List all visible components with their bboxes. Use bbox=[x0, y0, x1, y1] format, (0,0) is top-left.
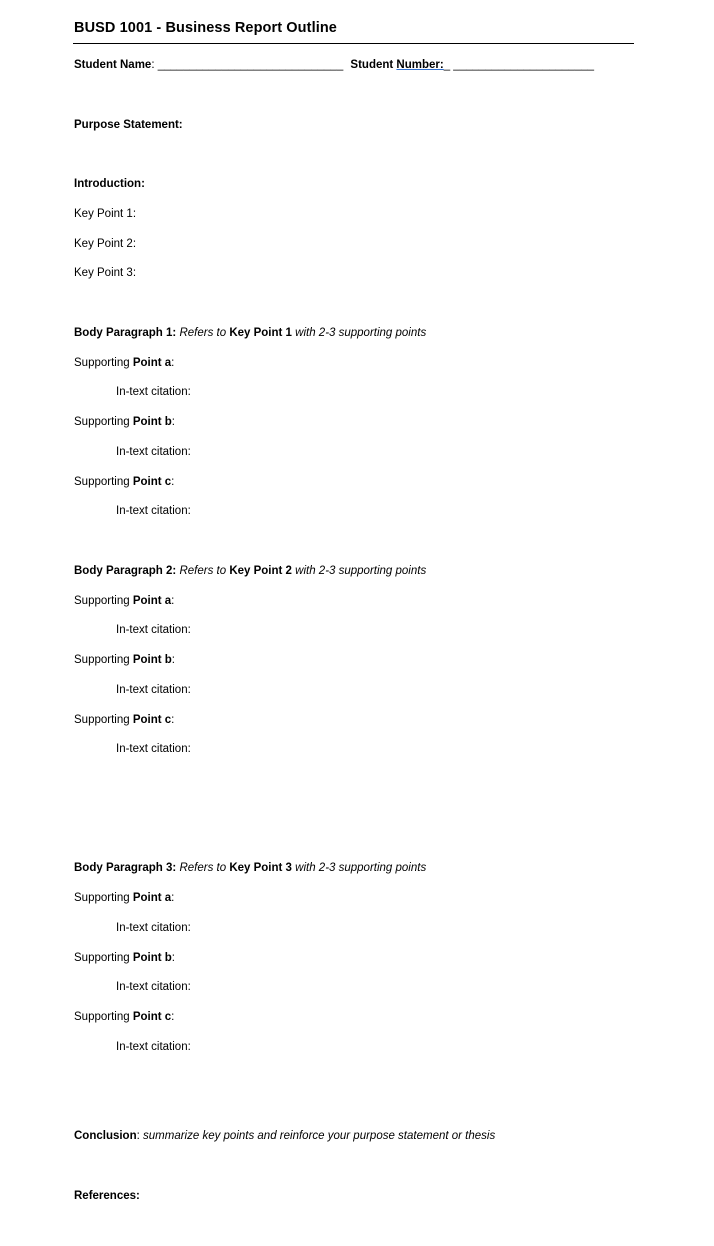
bp3-supporting-point-c: Supporting Point c: bbox=[74, 1011, 175, 1023]
student-info-line bbox=[74, 58, 594, 72]
bp1-supporting-point-b: Supporting Point b: bbox=[74, 416, 175, 428]
bp2-supporting-point-c: Supporting Point c: bbox=[74, 714, 175, 726]
student-number-field[interactable]: _ ______________________ bbox=[443, 59, 595, 71]
student-name-field[interactable]: _____________________________ bbox=[157, 59, 344, 71]
body-paragraph-2-heading: Body Paragraph 2: Refers to Key Point 2 with 2-3 supporting points bbox=[74, 565, 427, 577]
bp2-citation-a: In-text citation: bbox=[116, 624, 191, 636]
conclusion-line: Conclusion: summarize key points and reinforce your purpose statement or thesis bbox=[74, 1130, 496, 1142]
title-rule bbox=[73, 43, 634, 44]
student-number-label: Student Number: bbox=[350, 59, 444, 71]
bp2-citation-b: In-text citation: bbox=[116, 684, 191, 696]
bp3-supporting-point-a: Supporting Point a: bbox=[74, 892, 175, 904]
bp2-supporting-point-a: Supporting Point a: bbox=[74, 595, 175, 607]
bp2-citation-c: In-text citation: bbox=[116, 743, 191, 755]
body-paragraph-1-heading: Body Paragraph 1: Refers to Key Point 1 with 2-3 supporting points bbox=[74, 327, 427, 339]
bp3-citation-c: In-text citation: bbox=[116, 1041, 191, 1053]
conclusion-note: summarize key points and reinforce your purpose statement or thesis bbox=[143, 1130, 496, 1142]
references-label: References: bbox=[74, 1190, 140, 1202]
key-point-3: Key Point 3: bbox=[74, 267, 137, 279]
body-paragraph-3-heading: Body Paragraph 3: Refers to Key Point 3 with 2-3 supporting points bbox=[74, 862, 427, 874]
bp3-supporting-point-b: Supporting Point b: bbox=[74, 952, 175, 964]
document-title: BUSD 1001 - Business Report Outline bbox=[74, 20, 337, 36]
conclusion-label: Conclusion bbox=[74, 1130, 137, 1142]
key-point-2: Key Point 2: bbox=[74, 238, 137, 250]
student-name-colon: : bbox=[151, 59, 155, 71]
student-name-label: Student Name bbox=[74, 59, 152, 71]
purpose-statement-label: Purpose Statement: bbox=[74, 119, 183, 131]
bp1-supporting-point-c: Supporting Point c: bbox=[74, 476, 175, 488]
bp1-citation-c: In-text citation: bbox=[116, 505, 191, 517]
bp3-citation-a: In-text citation: bbox=[116, 922, 191, 934]
bp1-supporting-point-a: Supporting Point a: bbox=[74, 357, 175, 369]
bp2-supporting-point-b: Supporting Point b: bbox=[74, 654, 175, 666]
key-point-1: Key Point 1: bbox=[74, 208, 137, 220]
bp1-citation-a: In-text citation: bbox=[116, 386, 191, 398]
introduction-label: Introduction: bbox=[74, 178, 145, 190]
bp1-citation-b: In-text citation: bbox=[116, 446, 191, 458]
bp3-citation-b: In-text citation: bbox=[116, 981, 191, 993]
